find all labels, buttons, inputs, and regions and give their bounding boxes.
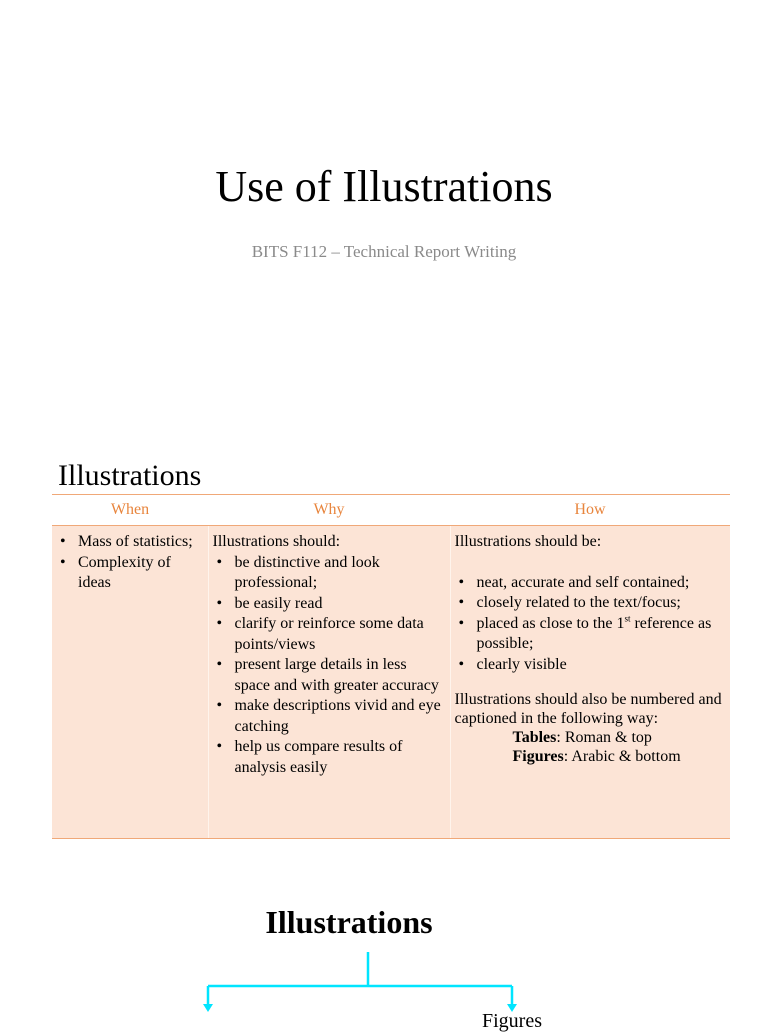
- why-lead: Illustrations should:: [212, 533, 341, 550]
- list-item: • clarify or reinforce some data points/views: [213, 614, 446, 655]
- left-arrow-head: [203, 1004, 213, 1012]
- figures-label: Figures: [512, 748, 564, 765]
- when-list: [56, 532, 204, 594]
- illustrations-table-slide: [0, 430, 768, 850]
- how-lead: Illustrations should be:: [454, 533, 602, 550]
- superscript: st: [624, 613, 631, 624]
- list-item: • be easily read: [213, 594, 446, 615]
- list-item: • neat, accurate and self contained;: [455, 573, 727, 594]
- list-item: • help us compare results of analysis easily: [213, 737, 446, 778]
- slide-subtitle: BITS F112 – Technical Report Writing: [251, 242, 517, 261]
- tables-label: Tables: [512, 729, 557, 746]
- why-cell: [208, 526, 450, 839]
- table-row: [52, 526, 730, 839]
- figures-rule-text: : Arabic & bottom: [563, 748, 681, 765]
- list-item: • be distinctive and look professional;: [213, 553, 446, 594]
- header-when: When: [52, 495, 208, 526]
- when-why-how-table: [52, 494, 730, 839]
- list-item: • clearly visible: [455, 655, 727, 676]
- why-list: [213, 553, 446, 779]
- table-header-row: [52, 495, 730, 526]
- how-cell: [450, 526, 730, 839]
- how-list: [455, 573, 727, 676]
- tables-rule: [455, 728, 727, 747]
- tree-connectors: [0, 850, 768, 1024]
- how-note: Illustrations should also be numbered and captioned in the following way:: [454, 691, 722, 727]
- list-item-text: reference as possible;: [476, 614, 712, 652]
- tables-rule-text: : Roman & top: [556, 729, 652, 746]
- list-item: • Complexity of ideas: [56, 553, 204, 594]
- figures-rule: [455, 747, 727, 766]
- list-item: • closely related to the text/focus;: [455, 593, 727, 614]
- header-why: Why: [208, 495, 450, 526]
- when-cell: [52, 526, 208, 839]
- list-item-text: placed as close to the 1: [476, 614, 625, 632]
- slide-title: Illustrations: [265, 904, 433, 940]
- list-item: • Mass of statistics;: [56, 532, 204, 553]
- figures-branch-label: Figures: [482, 1010, 542, 1032]
- illustrations-tree-slide: [0, 850, 768, 1032]
- list-item: • present large details in less space and with greater accuracy: [213, 655, 446, 696]
- slide-title: Use of Illustrations: [215, 162, 553, 211]
- list-item: • make descriptions vivid and eye catching: [213, 696, 446, 737]
- header-how: How: [450, 495, 730, 526]
- list-item: [455, 614, 727, 655]
- title-slide: [0, 0, 768, 430]
- slide-title: Illustrations: [58, 459, 202, 492]
